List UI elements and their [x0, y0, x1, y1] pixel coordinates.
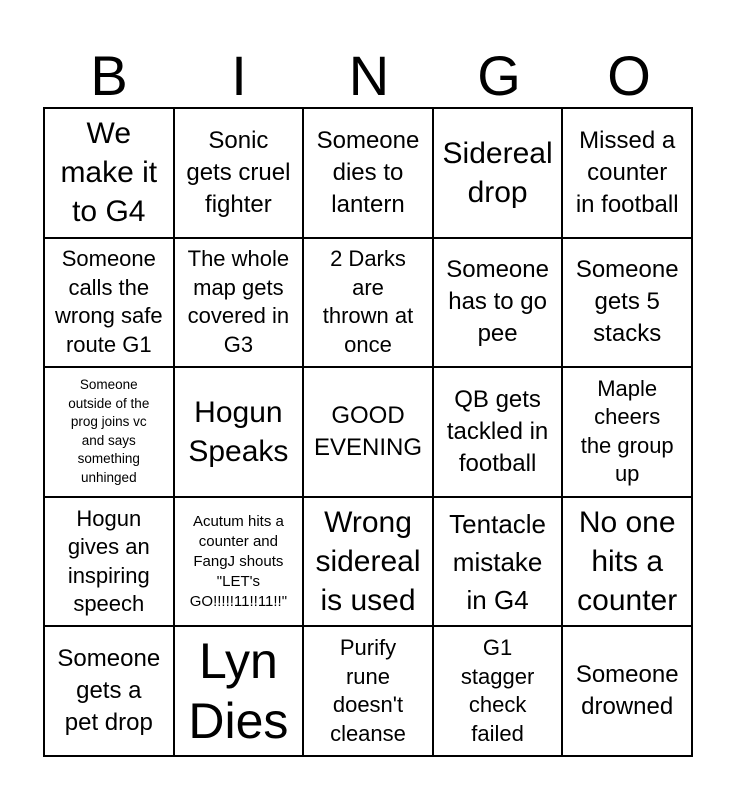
bingo-cell[interactable]: [44, 108, 174, 238]
bingo-cell[interactable]: [433, 238, 563, 368]
bingo-cell[interactable]: [174, 108, 304, 238]
cell-text: GOOD EVENING: [313, 401, 422, 461]
cell-text: Missed a counter in football: [575, 126, 679, 218]
bingo-header: [44, 44, 694, 108]
cell-text: Lyn Dies: [188, 633, 289, 750]
cell-text: No one hits a counter: [577, 506, 678, 618]
cell-text: QB gets tackled in football: [446, 385, 549, 477]
bingo-cell[interactable]: [303, 367, 433, 497]
bingo-cell[interactable]: [562, 497, 692, 627]
bingo-board: [43, 107, 693, 757]
bingo-cell[interactable]: [562, 367, 692, 497]
header-letter-b: B: [90, 44, 128, 107]
cell-text: Acutum hits a counter and FangJ shouts "LET's GO!!!!!11!!11!!": [189, 512, 288, 610]
cell-text: Purify rune doesn't cleanse: [330, 635, 406, 746]
header-letter-g: G: [477, 44, 521, 107]
cell-text: Someone has to go pee: [446, 256, 549, 348]
bingo-cell[interactable]: [562, 238, 692, 368]
cell-text: We make it to G4: [60, 117, 158, 229]
bingo-cell[interactable]: [562, 108, 692, 238]
bingo-cell[interactable]: [433, 626, 563, 756]
cell-text: G1 stagger check failed: [460, 635, 535, 746]
bingo-cell[interactable]: [303, 238, 433, 368]
cell-text: 2 Darks are thrown at once: [322, 246, 414, 357]
bingo-cell[interactable]: [174, 497, 304, 627]
bingo-cell[interactable]: [433, 497, 563, 627]
bingo-cell[interactable]: [303, 108, 433, 238]
cell-text: Hogun gives an inspiring speech: [67, 505, 150, 617]
cell-text: Someone gets a pet drop: [57, 645, 161, 737]
bingo-cell[interactable]: [174, 367, 304, 497]
bingo-cell[interactable]: [174, 238, 304, 368]
cell-text: Hogun Speaks: [188, 395, 289, 468]
cell-text: Sidereal drop: [442, 136, 553, 209]
bingo-cell[interactable]: [44, 626, 174, 756]
cell-text: Someone outside of the prog joins vc and says something unhinged: [68, 377, 150, 485]
bingo-cell[interactable]: [44, 238, 174, 368]
cell-text: Sonic gets cruel fighter: [186, 126, 291, 218]
header-letter-n: N: [348, 44, 390, 107]
cell-text: Someone drowned: [575, 661, 679, 721]
bingo-cell[interactable]: [174, 626, 304, 756]
cell-text: Wrong sidereal is used: [315, 506, 421, 618]
bingo-cell[interactable]: [433, 108, 563, 238]
cell-text: Someone dies to lantern: [316, 126, 420, 218]
bingo-cell[interactable]: [303, 497, 433, 627]
bingo-cell[interactable]: [433, 367, 563, 497]
header-letter-i: I: [231, 44, 247, 107]
cell-text: Someone gets 5 stacks: [575, 256, 679, 348]
cell-text: The whole map gets covered in G3: [187, 246, 290, 357]
bingo-cell[interactable]: [303, 626, 433, 756]
bingo-cell[interactable]: [44, 367, 174, 497]
cell-text: Maple cheers the group up: [580, 375, 674, 487]
cell-text: Someone calls the wrong safe route G1: [54, 246, 163, 357]
header-letter-o: O: [607, 44, 651, 107]
bingo-cell[interactable]: [44, 497, 174, 627]
cell-text: Tentacle mistake in G4: [449, 508, 547, 615]
bingo-cell[interactable]: [562, 626, 692, 756]
